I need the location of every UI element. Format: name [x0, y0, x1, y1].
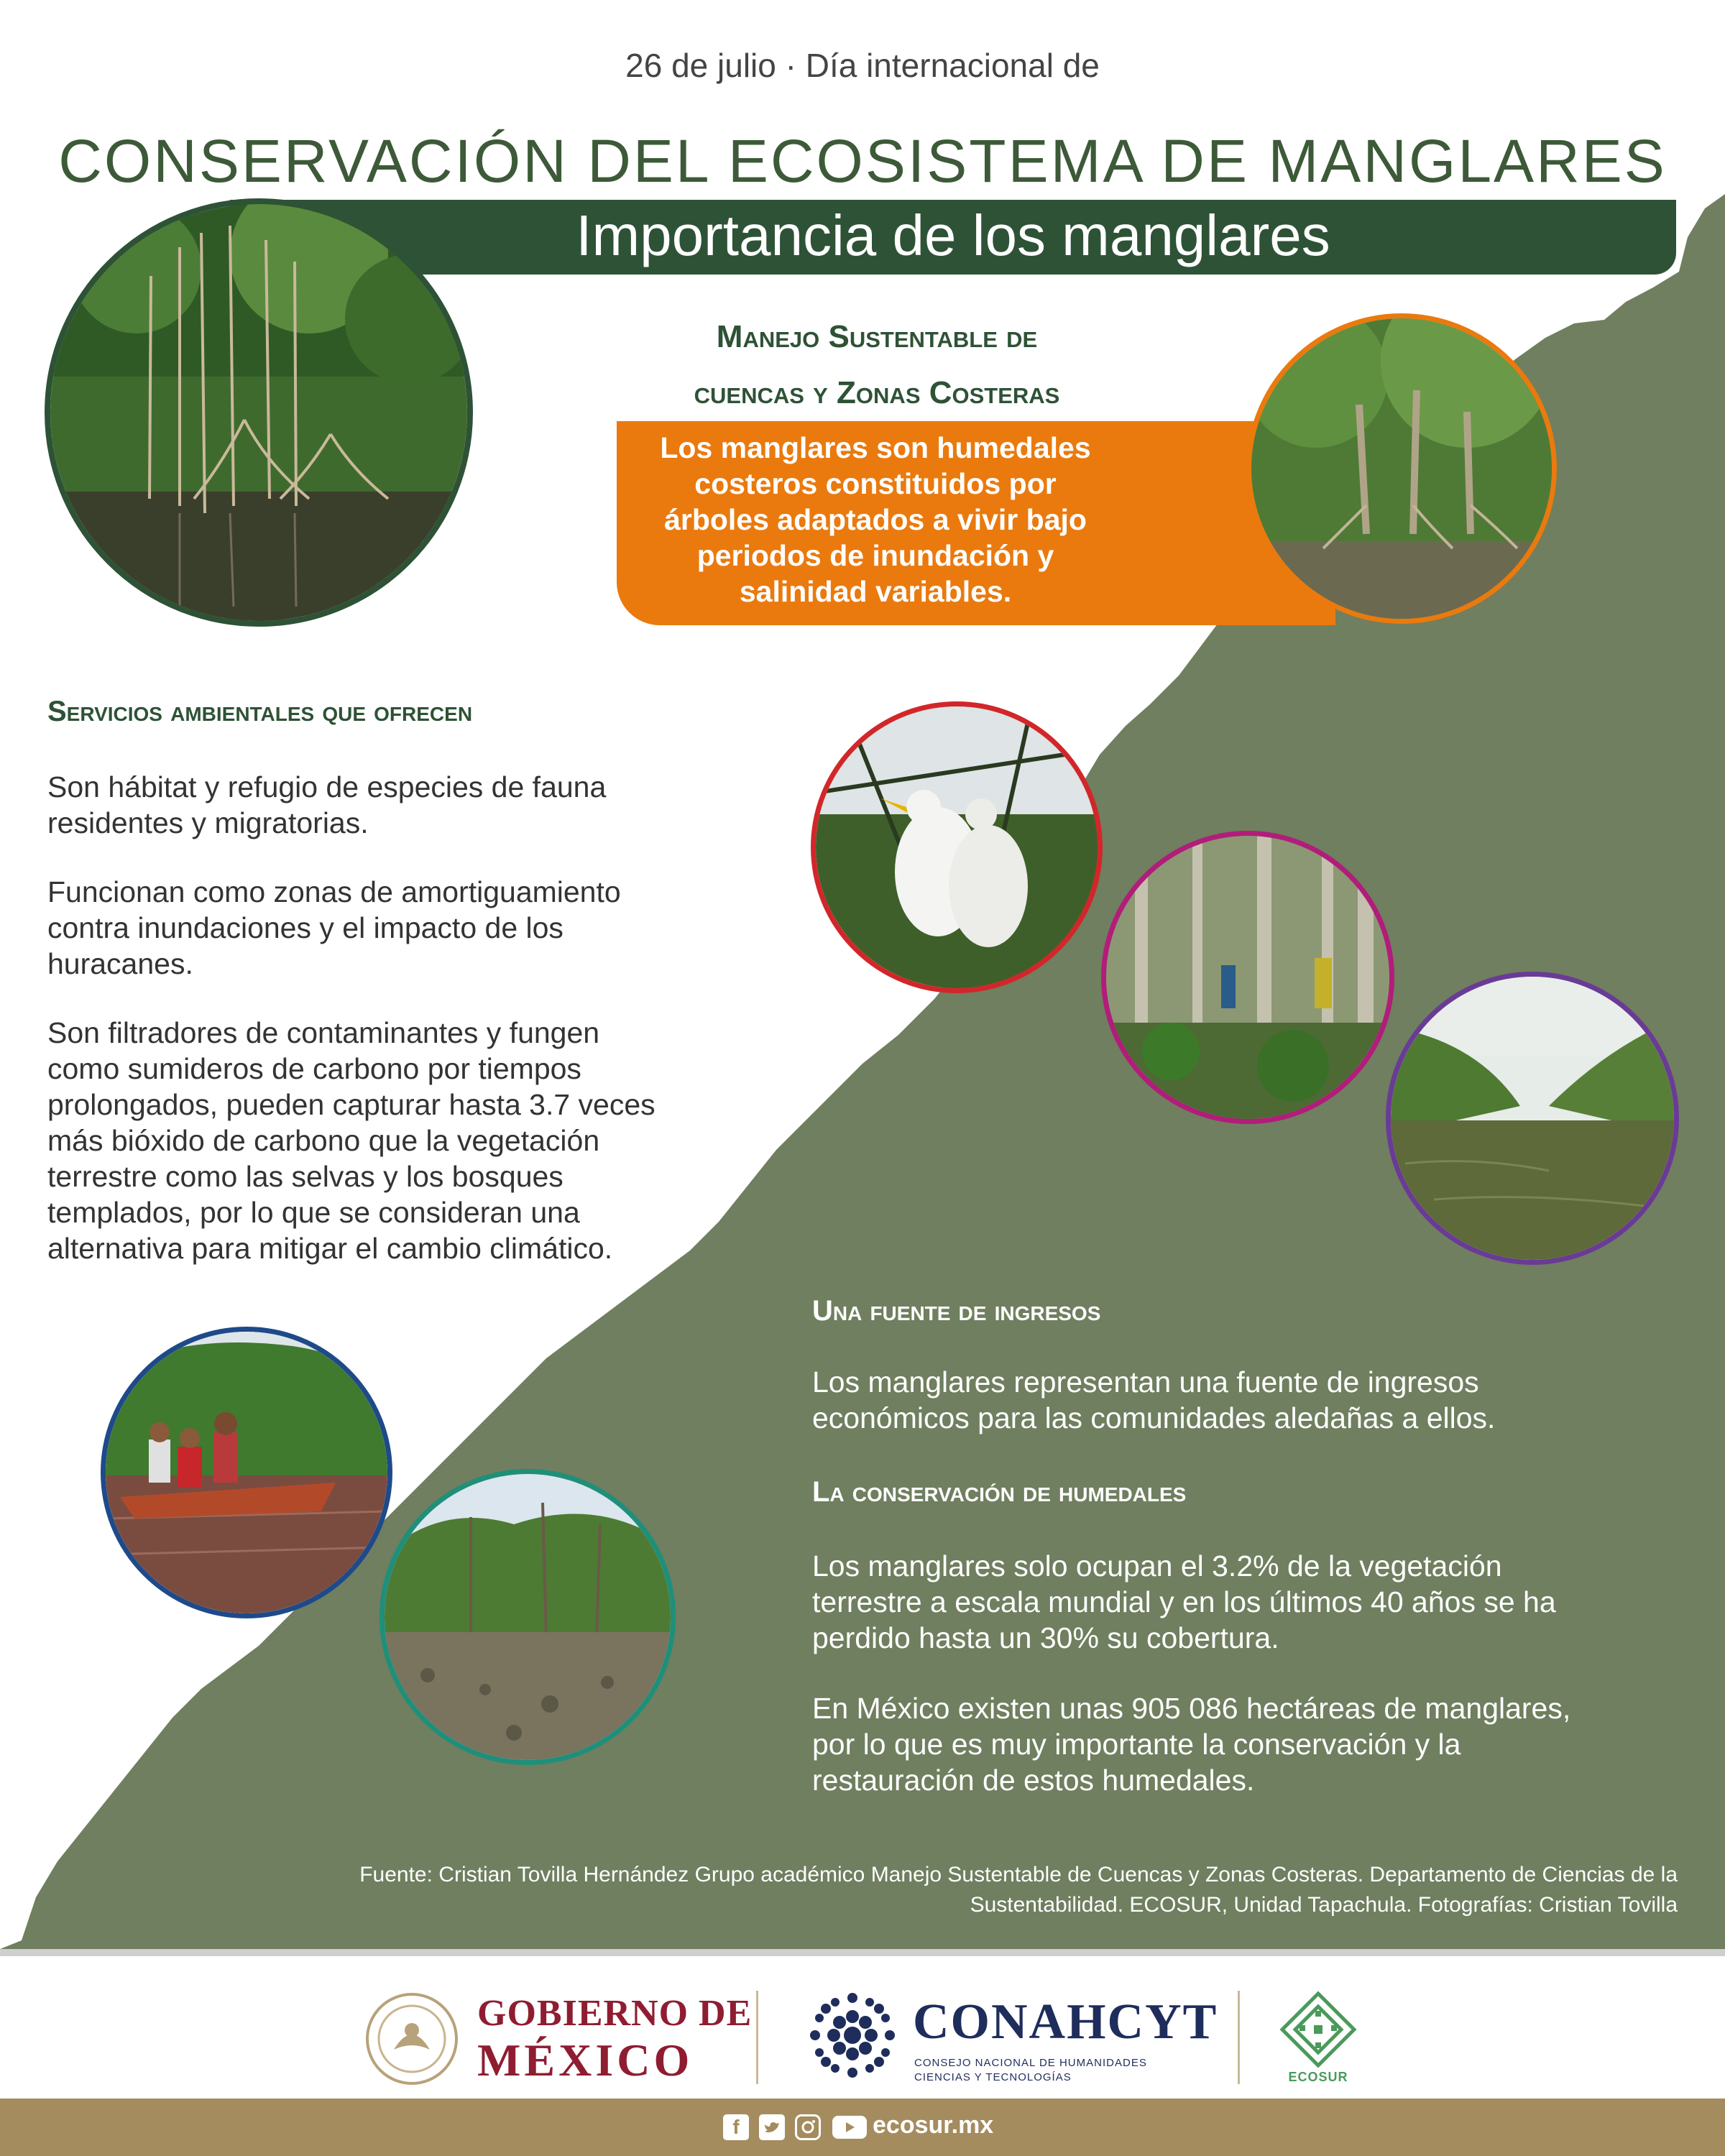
youtube-icon[interactable] — [832, 2116, 867, 2139]
manejo-title-line2: cuencas y Zonas Costeras — [694, 375, 1060, 410]
ingresos-title: Una fuente de ingresos — [812, 1295, 1101, 1327]
definition-text — [617, 430, 1134, 609]
photo-boat — [101, 1327, 392, 1618]
servicios-title: Servicios ambientales que ofrecen — [47, 696, 473, 727]
ecosur-logo-text: ECOSUR — [1288, 2070, 1348, 2084]
paragraph-line: residentes y migratorias. — [47, 806, 369, 839]
source-line: Fuente: Cristian Tovilla Hernández Grupo académico Manejo Sustentable de Cuencas y Zonas Costeras. Departamento de Ciencias de la — [359, 1863, 1678, 1886]
paragraph-line: terrestre a escala mundial y en los últimos 40 años se ha — [812, 1585, 1556, 1618]
conahcyt-subtitle-line2: CIENCIAS Y TECNOLOGÍAS — [914, 2071, 1072, 2083]
logo-separator — [1238, 1991, 1240, 2084]
conservacion-title: La conservación de humedales — [812, 1476, 1187, 1508]
main-title: CONSERVACIÓN DEL ECOSISTEMA DE MANGLARES — [58, 127, 1667, 195]
conahcyt-subtitle-line1: CONSEJO NACIONAL DE HUMANIDADES — [914, 2057, 1147, 2069]
paragraph-line: Son hábitat y refugio de especies de fauna — [47, 770, 607, 803]
coat-of-arms-logo — [364, 1991, 460, 2087]
facebook-icon[interactable]: f — [723, 2114, 749, 2140]
servicios-paragraph-2 — [47, 874, 766, 982]
instagram-icon[interactable] — [795, 2114, 821, 2140]
paragraph-line: Son filtradores de contaminantes y fungen — [47, 1016, 600, 1049]
paragraph-line: terrestre como las selvas y los bosques — [47, 1160, 564, 1193]
servicios-paragraph-1 — [47, 769, 766, 841]
paragraph-line: económicos para las comunidades aledañas a ellos. — [812, 1401, 1496, 1434]
photo-mangrove-trees — [1246, 313, 1557, 624]
date-line: 26 de julio · Día internacional de — [625, 47, 1100, 84]
conahcyt-logo-text: CONAHCYT — [913, 1994, 1218, 2050]
definition-line: árboles adaptados a vivir bajo — [664, 503, 1087, 536]
paragraph-line: más bióxido de carbono que la vegetación — [47, 1124, 600, 1157]
paragraph-line: En México existen unas 905 086 hectáreas de manglares, — [812, 1692, 1571, 1725]
definition-line: Los manglares son humedales — [660, 431, 1091, 464]
paragraph-line: contra inundaciones y el impacto de los — [47, 911, 564, 944]
paragraph-line: templados, por lo que se consideran una — [47, 1196, 580, 1229]
paragraph-line: perdido hasta un 30% su cobertura. — [812, 1621, 1279, 1654]
conservacion-paragraph-2 — [812, 1690, 1675, 1798]
ecosur-logo-icon — [1278, 1989, 1358, 2070]
paragraph-line: por lo que es muy importante la conservación y la — [812, 1728, 1461, 1761]
manejo-title-line1: Manejo Sustentable de — [716, 319, 1038, 354]
conservacion-paragraph-1 — [812, 1548, 1675, 1656]
conahcyt-logo-icon — [802, 1985, 903, 2086]
definition-line: costeros constituidos por — [694, 467, 1057, 500]
website-link[interactable]: ecosur.mx — [873, 2111, 994, 2139]
definition-line: salinidad variables. — [739, 575, 1012, 608]
paragraph-line: alternativa para mitigar el cambio climático. — [47, 1232, 613, 1265]
photo-degraded-wetland — [380, 1469, 676, 1765]
servicios-paragraph-3 — [47, 1015, 766, 1266]
photo-egrets — [811, 701, 1103, 993]
manejo-title — [618, 309, 1136, 421]
paragraph-line: Los manglares solo ocupan el 3.2% de la vegetación — [812, 1549, 1502, 1583]
photo-field-researchers — [1101, 831, 1394, 1124]
twitter-icon[interactable] — [759, 2114, 785, 2140]
gobierno-logo-line2: MÉXICO — [477, 2035, 694, 2086]
definition-line: periodos de inundación y — [696, 539, 1054, 572]
banner-title: Importancia de los manglares — [576, 203, 1330, 267]
gobierno-logo-line1: GOBIERNO DE — [477, 1993, 753, 2034]
photo-river — [1386, 972, 1679, 1265]
paragraph-line: como sumideros de carbono por tiempos — [47, 1052, 581, 1085]
paragraph-line: restauración de estos humedales. — [812, 1764, 1255, 1797]
photo-mangrove-roots — [45, 198, 473, 627]
ingresos-text — [812, 1364, 1675, 1436]
source-credit — [24, 1860, 1678, 1920]
paragraph-line: prolongados, pueden capturar hasta 3.7 veces — [47, 1088, 656, 1121]
logo-separator — [756, 1991, 758, 2084]
paragraph-line: huracanes. — [47, 947, 193, 980]
source-line: Sustentabilidad. ECOSUR, Unidad Tapachula. Fotografías: Cristian Tovilla — [970, 1893, 1678, 1917]
paragraph-line: Funcionan como zonas de amortiguamiento — [47, 875, 621, 908]
divider-strip — [0, 1949, 1725, 1956]
paragraph-line: Los manglares representan una fuente de ingresos — [812, 1365, 1479, 1399]
